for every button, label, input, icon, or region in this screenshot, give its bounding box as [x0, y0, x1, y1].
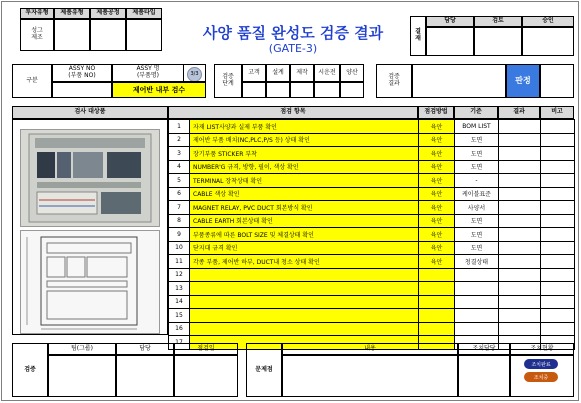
row-number: 12 [169, 268, 190, 282]
col-header-item: 점검 항목 [168, 106, 418, 119]
stage-make: 제작 [290, 64, 314, 82]
row-note[interactable] [541, 160, 575, 174]
meta-header-product-process: 제품공정 [90, 8, 126, 19]
row-standard: 도면 [455, 214, 499, 228]
result-label: 검증 결과 [376, 64, 412, 98]
row-result[interactable] [499, 295, 541, 309]
row-result[interactable] [499, 255, 541, 269]
row-method: 육안 [419, 255, 455, 269]
row-standard: 도면 [455, 147, 499, 161]
approval-role-review: 검토 [474, 16, 522, 27]
row-number: 16 [169, 322, 190, 336]
table-row [169, 255, 575, 269]
assy-name-label: ASSY 명 (부품명) [112, 64, 184, 82]
row-check-item: 닫지대 규격 확인 [190, 241, 419, 255]
stage-mass: 양산 [340, 64, 364, 82]
table-row [169, 295, 575, 309]
row-number: 14 [169, 295, 190, 309]
row-note[interactable] [541, 268, 575, 282]
judgement-label: 판정 [506, 64, 540, 98]
approval-role-approve: 승인 [522, 16, 574, 27]
row-standard: 도면 [455, 160, 499, 174]
issue-header-status: 조치현황 [510, 343, 574, 355]
row-note[interactable] [541, 147, 575, 161]
table-row [169, 214, 575, 228]
table-row [169, 201, 575, 215]
row-check-item: MAGNET RELAY, PVC DUCT 회본방식 확인 [190, 201, 419, 215]
inspection-sheet [1, 1, 579, 401]
verify-team-value[interactable] [48, 355, 116, 397]
row-number: 13 [169, 282, 190, 296]
row-method: 육안 [419, 187, 455, 201]
row-note[interactable] [541, 255, 575, 269]
row-method: 육안 [419, 241, 455, 255]
stage-make-check[interactable] [290, 82, 314, 98]
row-result[interactable] [499, 322, 541, 336]
issue-label: 문제점 [246, 343, 282, 397]
table-row [169, 120, 575, 134]
issue-content-value[interactable] [282, 355, 458, 397]
assy-no-label: ASSY NO (부품 NO) [52, 64, 112, 82]
row-number: 17 [169, 336, 190, 350]
row-result[interactable] [499, 201, 541, 215]
stage-test-check[interactable] [314, 82, 340, 98]
row-method: 육안 [419, 147, 455, 161]
page-title: 사양 품질 완성도 검증 결과 [202, 24, 384, 42]
row-note[interactable] [541, 309, 575, 323]
stage-test: 시운전 [314, 64, 340, 82]
row-note[interactable] [541, 187, 575, 201]
result-value[interactable] [412, 64, 506, 98]
row-number: 11 [169, 255, 190, 269]
table-row [169, 282, 575, 296]
row-check-item: 각종 부품, 제어반 하부, DUCT내 청소 상태 확인 [190, 255, 419, 269]
row-result[interactable] [499, 268, 541, 282]
info-category-label: 구분 [12, 64, 52, 98]
verify-date-value[interactable] [174, 355, 238, 397]
row-check-item: 장기부품 STICKER 부착 [190, 147, 419, 161]
stage-design: 설계 [266, 64, 290, 82]
meta-value-product-kind[interactable] [126, 19, 162, 51]
table-row [169, 174, 575, 188]
row-standard [455, 268, 499, 282]
row-result[interactable] [499, 120, 541, 134]
stage-customer-check[interactable] [242, 82, 266, 98]
row-standard [455, 282, 499, 296]
inspection-table [168, 119, 575, 350]
page-indicator: 3/3 [187, 67, 202, 82]
row-check-item: CABLE 색상 확인 [190, 187, 419, 201]
stage-label: 검증 단계 [214, 64, 242, 98]
row-method: 육안 [419, 214, 455, 228]
row-result[interactable] [499, 160, 541, 174]
col-header-standard: 기준 [454, 106, 498, 119]
row-check-item: TERMINAL 장착상태 확인 [190, 174, 419, 188]
control-panel-photo [20, 129, 160, 227]
row-result[interactable] [499, 174, 541, 188]
row-number: 8 [169, 214, 190, 228]
col-header-note: 비고 [540, 106, 574, 119]
table-row [169, 133, 575, 147]
row-standard: 도면 [455, 228, 499, 242]
meta-header-invest-type: 투자유형 [20, 8, 54, 19]
approval-label: 결 재 [410, 16, 426, 56]
approval-role-charge: 담당 [426, 16, 474, 27]
row-number: 9 [169, 228, 190, 242]
meta-header-product-type: 제품유형 [54, 8, 90, 19]
verify-header-charge: 담당 [116, 343, 174, 355]
row-result[interactable] [499, 133, 541, 147]
row-standard [455, 309, 499, 323]
row-method [419, 322, 455, 336]
issue-header-content: 내용 [282, 343, 458, 355]
row-standard: - [455, 174, 499, 188]
row-check-item: NUMBER'G 규격, 방향, 필이, 색상 확인 [190, 160, 419, 174]
row-note[interactable] [541, 201, 575, 215]
stage-customer: 고객 [242, 64, 266, 82]
issue-header-charge: 조치담당 [458, 343, 510, 355]
row-note[interactable] [541, 214, 575, 228]
row-number: 10 [169, 241, 190, 255]
page-indicator-cell [184, 64, 206, 82]
row-result[interactable] [499, 309, 541, 323]
row-note[interactable] [541, 282, 575, 296]
table-row [169, 228, 575, 242]
row-note[interactable] [541, 174, 575, 188]
row-standard: 도면 [455, 241, 499, 255]
verify-header-date: 점검일 [174, 343, 238, 355]
verify-header-team: 팀(그룹) [48, 343, 116, 355]
row-note[interactable] [541, 133, 575, 147]
row-check-item [190, 268, 419, 282]
row-result[interactable] [499, 187, 541, 201]
col-header-method: 점검방법 [418, 106, 454, 119]
row-method [419, 295, 455, 309]
row-method [419, 268, 455, 282]
row-result[interactable] [499, 228, 541, 242]
row-note[interactable] [541, 228, 575, 242]
meta-value-product-type[interactable] [54, 19, 90, 51]
row-result[interactable] [499, 214, 541, 228]
row-method: 육안 [419, 133, 455, 147]
meta-value-product-process[interactable] [90, 19, 126, 51]
verify-charge-value[interactable] [116, 355, 174, 397]
row-number: 6 [169, 187, 190, 201]
row-check-item [190, 282, 419, 296]
row-method: 육안 [419, 160, 455, 174]
status-pill-progress[interactable]: 조치중 [524, 372, 558, 382]
row-number: 5 [169, 174, 190, 188]
verify-label: 검증 [12, 343, 48, 397]
row-standard: 사양서 [455, 201, 499, 215]
row-method: 육안 [419, 120, 455, 134]
row-standard: 청결상태 [455, 255, 499, 269]
row-number: 3 [169, 147, 190, 161]
row-check-item [190, 295, 419, 309]
issue-charge-value[interactable] [458, 355, 510, 397]
row-method: 육안 [419, 174, 455, 188]
approval-sign-approve[interactable] [522, 27, 574, 56]
row-number: 7 [169, 201, 190, 215]
meta-header-product-kind: 제품타입 [126, 8, 162, 19]
row-check-item: CABLE EARTH 회본상태 확인 [190, 214, 419, 228]
table-row [169, 147, 575, 161]
row-check-item [190, 322, 419, 336]
approval-sign-review[interactable] [474, 27, 522, 56]
row-standard [455, 295, 499, 309]
col-header-result: 결과 [498, 106, 540, 119]
table-row [169, 309, 575, 323]
row-result[interactable] [499, 282, 541, 296]
assy-no-value[interactable] [52, 82, 112, 98]
row-result[interactable] [499, 147, 541, 161]
page-subtitle: (GATE-3) [268, 42, 318, 55]
stage-mass-check[interactable] [340, 82, 364, 98]
row-check-item: 자재 LIST사양과 실제 부품 확인 [190, 120, 419, 134]
status-pill-done[interactable]: 조치완료 [524, 359, 558, 369]
table-row [169, 187, 575, 201]
row-number: 1 [169, 120, 190, 134]
row-method [419, 282, 455, 296]
meta-value-invest-type[interactable]: 성그 제조 [20, 19, 54, 51]
row-standard: 케이블표준 [455, 187, 499, 201]
row-number: 15 [169, 309, 190, 323]
row-note[interactable] [541, 241, 575, 255]
control-panel-label: 제어반 내부 검수 [112, 82, 206, 98]
row-number: 4 [169, 160, 190, 174]
row-standard [455, 322, 499, 336]
table-row [169, 268, 575, 282]
judgement-value[interactable] [540, 64, 574, 98]
row-note[interactable] [541, 322, 575, 336]
row-method: 육안 [419, 201, 455, 215]
row-note[interactable] [541, 120, 575, 134]
layout-drawing [20, 230, 160, 334]
row-check-item: 제어반 부품 배치(NC,PLC,P/S 등) 상태 확인 [190, 133, 419, 147]
row-check-item [190, 309, 419, 323]
table-row [169, 322, 575, 336]
table-row [169, 160, 575, 174]
row-check-item: 부품종류에 따른 BOLT SIZE 및 체결상태 확인 [190, 228, 419, 242]
col-header-target: 검사 대상품 [12, 106, 168, 119]
row-method [419, 309, 455, 323]
table-row [169, 241, 575, 255]
row-method: 육안 [419, 228, 455, 242]
approval-sign-charge[interactable] [426, 27, 474, 56]
stage-design-check[interactable] [266, 82, 290, 98]
row-note[interactable] [541, 295, 575, 309]
row-number: 2 [169, 133, 190, 147]
row-standard: 도면 [455, 133, 499, 147]
row-result[interactable] [499, 241, 541, 255]
row-standard: BOM LIST [455, 120, 499, 134]
